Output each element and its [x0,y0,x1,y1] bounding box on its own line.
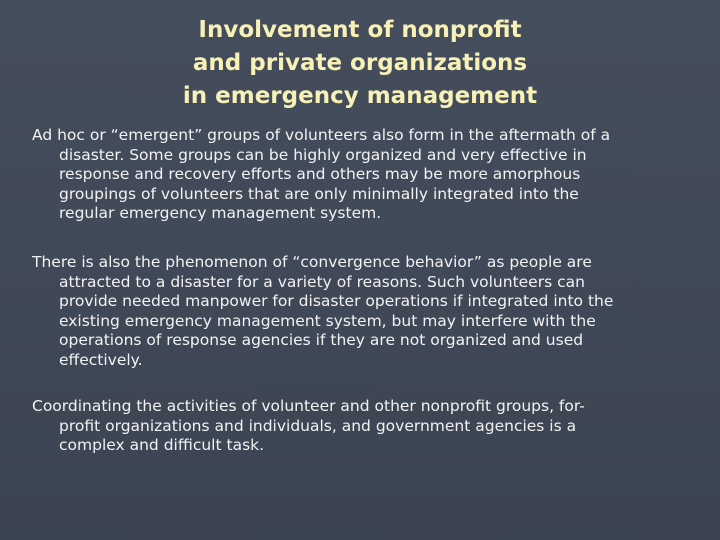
title-line: and private organizations [192,50,528,76]
paragraph-line: attracted to a disaster for a variety of reasons. Such volunteers can [59,272,585,291]
paragraph-line: provide needed manpower for disaster operations if integrated into the [59,292,614,310]
paragraph-line: profit organizations and individuals, and government agencies is a [59,416,577,435]
paragraph-convergence-behavior [32,253,708,370]
paragraph-line: existing emergency management system, but may interfere with the [59,311,596,330]
paragraph-line: complex and difficult task. [59,436,265,454]
paragraph-line: response and recovery efforts and others may be more amorphous [59,165,581,183]
paragraph-line: Ad hoc or “emergent” groups of volunteers also form in the aftermath of a [32,126,611,144]
paragraph-line: Coordinating the activities of volunteer and other nonprofit groups, for- [32,397,585,415]
paragraph-emergent-groups [32,126,708,224]
paragraph-line: disaster. Some groups can be highly organized and very effective in [59,145,587,164]
title-line: Involvement of nonprofit [198,17,522,43]
paragraph-line: operations of response agencies if they are not organized and used [59,331,584,349]
slide-title [90,14,630,113]
paragraph-line: regular emergency management system. [59,204,382,222]
paragraph-coordination [32,397,708,456]
paragraph-line: effectively. [59,350,143,369]
paragraph-line: groupings of volunteers that are only minimally integrated into the [59,184,579,203]
title-line: in emergency management [182,83,538,109]
paragraph-line: There is also the phenomenon of “convergence behavior” as people are [32,253,592,271]
